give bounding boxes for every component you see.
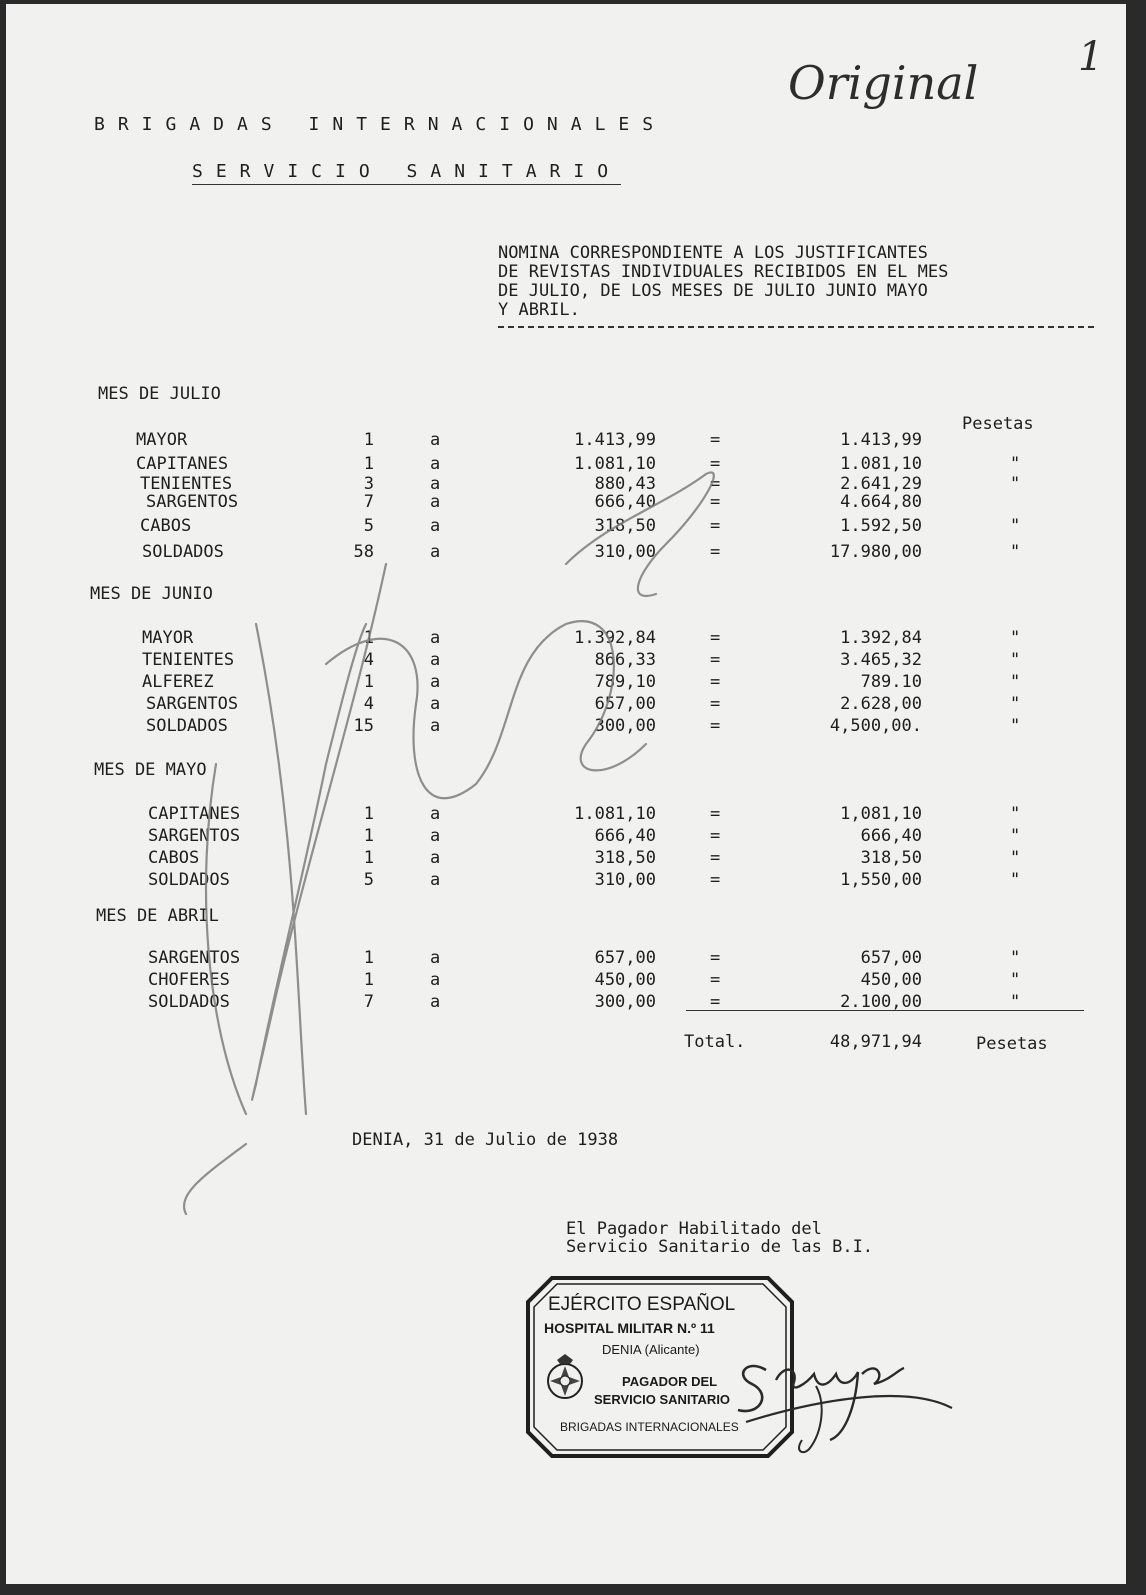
rank-cell: CABOS (148, 848, 200, 868)
currency-cell: " (1010, 628, 1021, 648)
rank-cell: CABOS (140, 516, 192, 536)
line-total-cell: 2.628,00 (840, 694, 922, 714)
equals-cell: = (710, 542, 721, 562)
total-amount: 48,971,94 (829, 1032, 922, 1052)
unit-amount-cell: 666,40 (594, 492, 656, 512)
document-title (498, 244, 948, 320)
quantity-cell: 4 (363, 694, 374, 714)
equals-cell: = (710, 430, 721, 450)
rate-marker-cell: a (430, 454, 441, 474)
rate-marker-cell: a (430, 672, 441, 692)
title-line: DE JULIO, DE LOS MESES DE JULIO JUNIO MAYO (498, 281, 928, 301)
currency-cell: " (1010, 848, 1021, 868)
stamp-line-2: HOSPITAL MILITAR N.º 11 (544, 1320, 715, 1336)
section-heading: MES DE ABRIL (96, 906, 219, 926)
currency-cell: " (1010, 970, 1021, 990)
line-total-cell: 1,550,00 (840, 870, 922, 890)
equals-cell: = (710, 492, 721, 512)
stamp-line-5: SERVICIO SANITARIO (594, 1392, 731, 1407)
rate-marker-cell: a (430, 516, 441, 536)
currency-cell: " (1010, 516, 1021, 536)
rate-marker-cell: a (430, 992, 441, 1012)
equals-cell: = (710, 694, 721, 714)
total-currency: Pesetas (976, 1034, 1048, 1054)
unit-amount-cell: 318,50 (594, 848, 656, 868)
unit-amount-cell: 789,10 (594, 672, 656, 692)
title-line: NOMINA CORRESPONDIENTE A LOS JUSTIFICANTES (498, 243, 928, 263)
title-underline (498, 326, 1094, 328)
line-total-cell: 2.641,29 (840, 474, 922, 494)
rate-marker-cell: a (430, 848, 441, 868)
equals-cell: = (710, 848, 721, 868)
line-total-cell: 657,00 (860, 948, 922, 968)
signer-line: Servicio Sanitario de las B.I. (566, 1237, 874, 1257)
equals-cell: = (710, 454, 721, 474)
quantity-cell: 1 (363, 672, 374, 692)
rank-cell: SARGENTOS (148, 826, 241, 846)
unit-amount-cell: 1.081,10 (574, 804, 656, 824)
equals-cell: = (710, 716, 721, 736)
section-heading: MES DE MAYO (94, 760, 207, 780)
currency-cell: " (1010, 992, 1021, 1012)
quantity-cell: 1 (363, 826, 374, 846)
rate-marker-cell: a (430, 948, 441, 968)
rank-cell: CHOFERES (148, 970, 230, 990)
line-total-cell: 1.592,50 (840, 516, 922, 536)
quantity-cell: 5 (363, 516, 374, 536)
unit-amount-cell: 300,00 (594, 716, 656, 736)
quantity-cell: 7 (363, 992, 374, 1012)
currency-cell: " (1010, 474, 1021, 494)
equals-cell: = (710, 970, 721, 990)
rate-marker-cell: a (430, 826, 441, 846)
line-total-cell: 318,50 (860, 848, 922, 868)
unit-amount-cell: 310,00 (594, 542, 656, 562)
quantity-cell: 1 (363, 430, 374, 450)
quantity-cell: 1 (363, 804, 374, 824)
currency-cell: " (1010, 650, 1021, 670)
rate-marker-cell: a (430, 804, 441, 824)
rank-cell: CAPITANES (148, 804, 241, 824)
currency-cell: " (1010, 870, 1021, 890)
unit-amount-cell: 310,00 (594, 870, 656, 890)
rank-cell: CAPITANES (136, 454, 229, 474)
rate-marker-cell: a (430, 542, 441, 562)
quantity-cell: 1 (363, 848, 374, 868)
rank-cell: SARGENTOS (148, 948, 241, 968)
signature-mark (706, 1324, 966, 1464)
unit-amount-cell: 657,00 (594, 948, 656, 968)
quantity-cell: 1 (363, 628, 374, 648)
currency-cell: " (1010, 948, 1021, 968)
line-total-cell: 2.100,00 (840, 992, 922, 1012)
currency-cell: " (1010, 694, 1021, 714)
quantity-cell: 5 (363, 870, 374, 890)
rank-cell: MAYOR (136, 430, 188, 450)
original-annotation: Original (788, 56, 979, 110)
document-page (6, 4, 1126, 1584)
line-total-cell: 4,500,00. (829, 716, 922, 736)
quantity-cell: 1 (363, 948, 374, 968)
rank-cell: SOLDADOS (148, 992, 230, 1012)
stamp-line-3: DENIA (Alicante) (602, 1342, 700, 1357)
rate-marker-cell: a (430, 492, 441, 512)
rate-marker-cell: a (430, 870, 441, 890)
stamp-line-6: BRIGADAS INTERNACIONALES (560, 1420, 739, 1434)
signer-line: El Pagador Habilitado del (566, 1219, 822, 1239)
rank-cell: SOLDADOS (148, 870, 230, 890)
equals-cell: = (710, 628, 721, 648)
rank-cell: SOLDADOS (142, 542, 224, 562)
stamp-line-4: PAGADOR DEL (622, 1374, 718, 1389)
equals-cell: = (710, 948, 721, 968)
unit-amount-cell: 666,40 (594, 826, 656, 846)
line-total-cell: 1.413,99 (840, 430, 922, 450)
line-total-cell: 1.081,10 (840, 454, 922, 474)
currency-cell: " (1010, 804, 1021, 824)
currency-cell: " (1010, 716, 1021, 736)
rank-cell: TENIENTES (140, 474, 233, 494)
unit-amount-cell: 1.392,84 (574, 628, 656, 648)
line-total-cell: 450,00 (860, 970, 922, 990)
unit-amount-cell: 657,00 (594, 694, 656, 714)
title-line: Y ABRIL. (498, 300, 580, 320)
quantity-cell: 4 (363, 650, 374, 670)
unit-amount-cell: 1.413,99 (574, 430, 656, 450)
rate-marker-cell: a (430, 430, 441, 450)
rate-marker-cell: a (430, 474, 441, 494)
equals-cell: = (710, 650, 721, 670)
quantity-cell: 58 (353, 542, 374, 562)
total-rule (686, 1010, 1084, 1011)
rank-cell: SARGENTOS (146, 694, 239, 714)
rate-marker-cell: a (430, 694, 441, 714)
quantity-cell: 15 (353, 716, 374, 736)
currency-cell: " (1010, 542, 1021, 562)
rate-marker-cell: a (430, 628, 441, 648)
line-total-cell: 789.10 (860, 672, 922, 692)
unit-amount-cell: 300,00 (594, 992, 656, 1012)
rank-cell: MAYOR (142, 628, 194, 648)
equals-cell: = (710, 804, 721, 824)
line-total-cell: 17.980,00 (829, 542, 922, 562)
title-line: DE REVISTAS INDIVIDUALES RECIBIDOS EN EL MES (498, 262, 949, 282)
currency-cell: " (1010, 454, 1021, 474)
rank-cell: SARGENTOS (146, 492, 239, 512)
equals-cell: = (710, 474, 721, 494)
equals-cell: = (710, 516, 721, 536)
rate-marker-cell: a (430, 970, 441, 990)
line-total-cell: 1.392,84 (840, 628, 922, 648)
line-total-cell: 3.465,32 (840, 650, 922, 670)
equals-cell: = (710, 992, 721, 1012)
stamp-line-1: EJÉRCITO ESPAÑOL (548, 1294, 736, 1315)
signer-block (566, 1220, 873, 1256)
org-heading: BRIGADAS INTERNACIONALES (94, 114, 667, 135)
coat-of-arms-icon (542, 1352, 588, 1406)
quantity-cell: 7 (363, 492, 374, 512)
unit-amount-cell: 880,43 (594, 474, 656, 494)
currency-cell: " (1010, 826, 1021, 846)
unit-amount-cell: 866,33 (594, 650, 656, 670)
unit-amount-cell: 1.081,10 (574, 454, 656, 474)
line-total-cell: 666,40 (860, 826, 922, 846)
total-label: Total. (684, 1032, 746, 1052)
rank-cell: SOLDADOS (146, 716, 228, 736)
quantity-cell: 1 (363, 454, 374, 474)
section-heading: MES DE JUNIO (90, 584, 213, 604)
unit-amount-cell: 450,00 (594, 970, 656, 990)
section-heading: MES DE JULIO (98, 384, 221, 404)
quantity-cell: 3 (363, 474, 374, 494)
service-heading: SERVICIO SANITARIO (192, 161, 621, 185)
line-total-cell: 4.664,80 (840, 492, 922, 512)
equals-cell: = (710, 672, 721, 692)
currency-cell: Pesetas (962, 414, 1034, 434)
rate-marker-cell: a (430, 716, 441, 736)
place-date: DENIA, 31 de Julio de 1938 (352, 1130, 619, 1150)
equals-cell: = (710, 870, 721, 890)
rank-cell: TENIENTES (142, 650, 235, 670)
quantity-cell: 1 (363, 970, 374, 990)
rate-marker-cell: a (430, 650, 441, 670)
rank-cell: ALFEREZ (142, 672, 214, 692)
currency-cell: " (1010, 672, 1021, 692)
equals-cell: = (710, 826, 721, 846)
page-number-annotation: 1 (1078, 34, 1104, 80)
line-total-cell: 1,081,10 (840, 804, 922, 824)
unit-amount-cell: 318,50 (594, 516, 656, 536)
